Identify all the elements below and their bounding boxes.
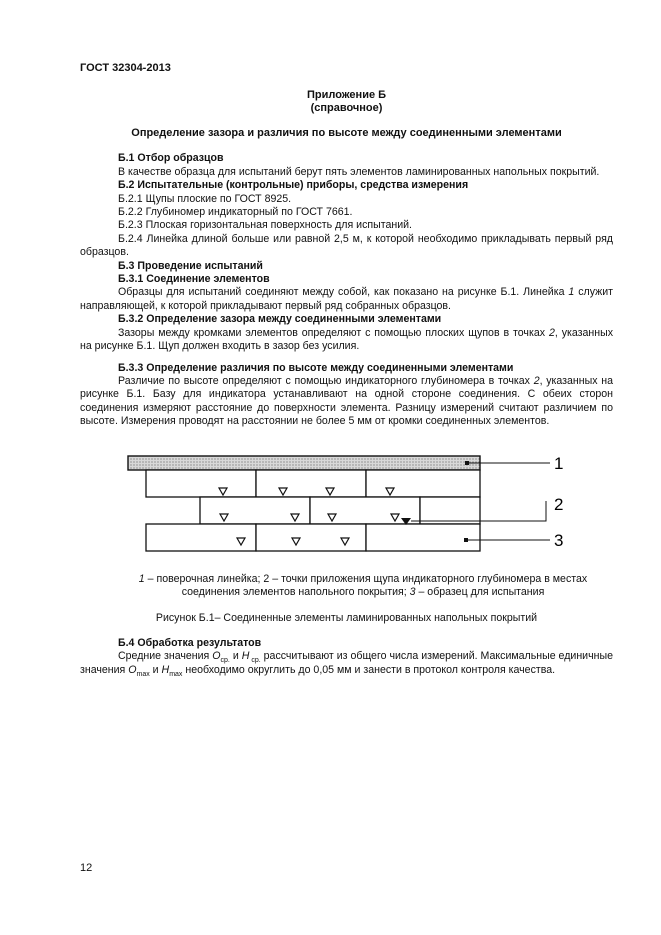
floor-element [366,470,480,497]
document-code: ГОСТ 32304-2013 [80,62,171,74]
section-b3-1-text: Образцы для испытаний соединяют между собой, как показано на рисунке Б.1. Линейка 1 служит направляющей, к которой прикладывают первый ряд собранных образцов. [80,286,613,312]
figure-legend: 1 – поверочная линейка; 2 – точки приложения щупа индикаторного глубиномера в местах соединения элементов напольного покрытия; 3 – образец для испытания [138,573,588,599]
figure-caption: Рисунок Б.1– Соединенные элементы ламинированных напольных покрытий [155,612,538,624]
section-b2-heading: Б.2 Испытательные (контрольные) приборы, средства измерения [118,179,469,192]
annex-content [80,89,613,429]
section-b4 [80,637,613,677]
section-b3-2-text: Зазоры между кромками элементов определяют с помощью плоских щупов в точках 2, указанных на рисунке Б.1. Щуп должен входить в зазор без усилия. [80,326,614,353]
floor-element [420,497,480,524]
section-b2-4: Б.2.4 Линейка длиной больше или равной 2,5 м, к которой необходимо прикладывать первый ряд образцов. [80,232,613,259]
section-b3-3-heading: Б.3.3 Определение различия по высоте между соединенными элементами [118,361,514,374]
annex-title: Приложение Б [306,89,387,101]
section-b2-1: Б.2.1 Щупы плоские по ГОСТ 8925. [118,192,292,205]
section-b1-text: В качестве образца для испытаний берут пять элементов ламинированных напольных покрытий. [118,165,600,178]
floor-element [256,470,366,497]
section-b4-heading: Б.4 Обработка результатов [118,637,262,649]
section-b3-1-heading: Б.3.1 Соединение элементов [118,273,270,286]
section-b3-heading: Б.3 Проведение испытаний [118,259,263,272]
section-b4-text: Средние значения $O_{ср.}$ и H $_{ср.}$ рассчитывают из общего числа измерений. Максимальные единичные значения $O_{max}$ и $H_{max}$ необходимо округлить до 0,05 мм и занести в протокол контроля качества. [80,650,613,678]
ruler-marker [465,461,469,465]
element-row-3 [146,524,480,551]
element-row-1 [146,470,480,497]
callout-label-2: 2 [554,495,564,514]
annex-main-title: Определение зазора и различия по высоте между соединенными элементами [131,127,562,139]
figure-b1-diagram [118,452,578,562]
element-row-2 [200,497,480,524]
floor-element [200,497,310,524]
callout-label-1: 1 [554,454,564,473]
section-b1-heading: Б.1 Отбор образцов [118,152,224,165]
page-number: 12 [80,862,93,874]
annex-subtitle: (справочное) [310,102,383,114]
floor-element [146,470,256,497]
callout-label-3: 3 [554,531,564,550]
checking-ruler [128,456,480,470]
section-b2-2: Б.2.2 Глубиномер индикаторный по ГОСТ 7661. [118,206,353,219]
sample-marker [464,538,468,542]
section-b3-3-text: Различие по высоте определяют с помощью индикаторного глубиномера в точках 2, указанных на рисунке Б.1. Базу для индикатора устанавливают на одной стороне соединения. С обеих сторон соединения измеряют расстояние до поверхности элемента. Разницу измерений считают различием по высоте. Измерения проводят на расстоянии не более 5 мм от кромки соединенных элементов. [80,374,613,428]
section-b2-3: Б.2.3 Плоская горизонтальная поверхность для испытаний. [118,219,412,232]
floor-element [366,524,480,551]
section-b3-2-heading: Б.3.2 Определение зазора между соединенными элементами [118,313,442,326]
